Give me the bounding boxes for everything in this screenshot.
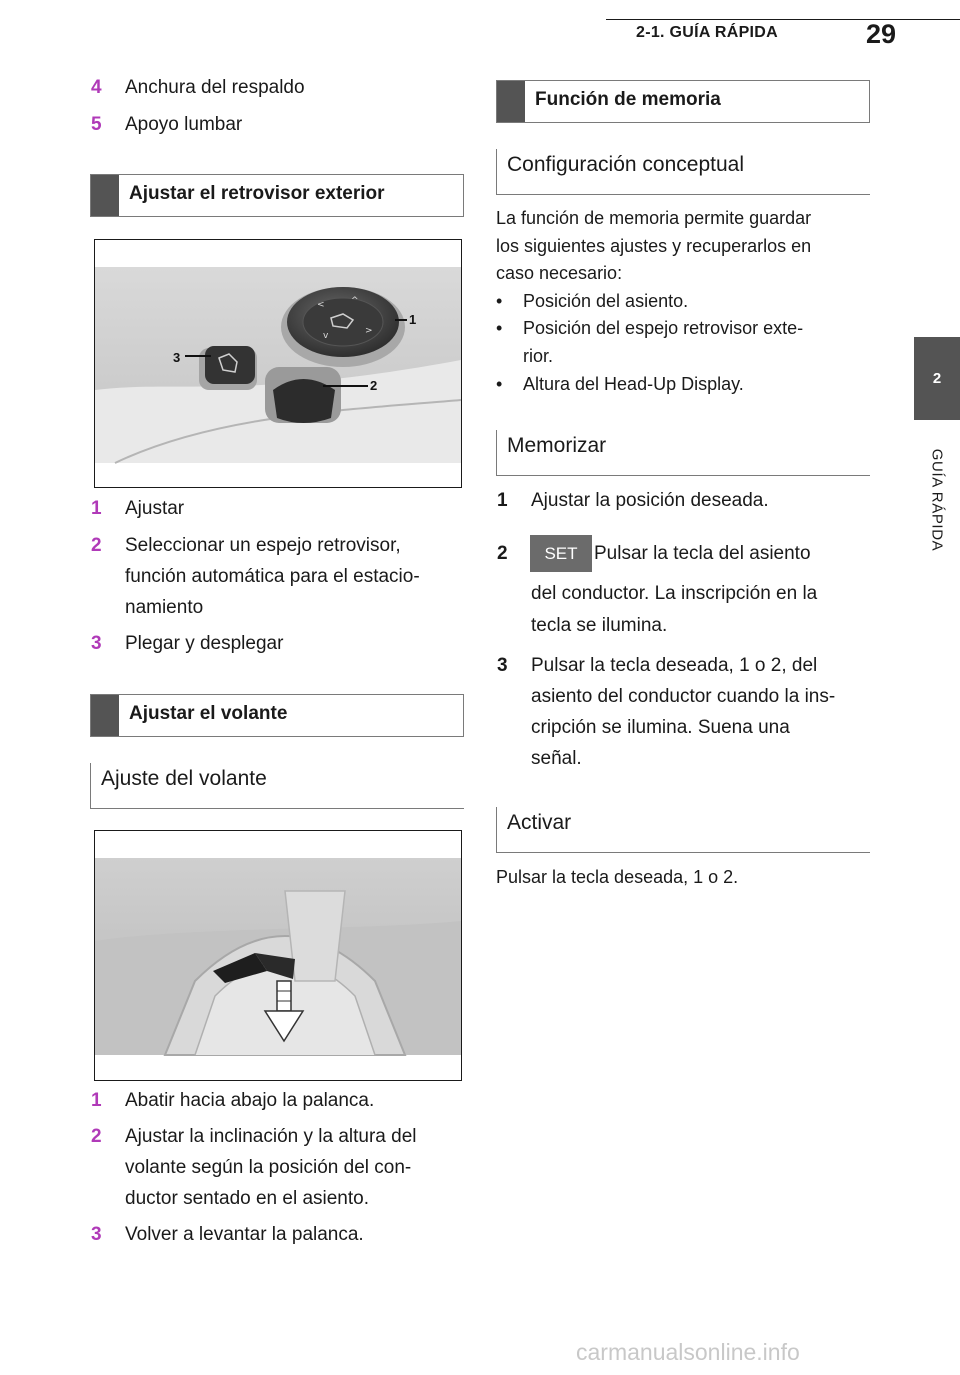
item-text: volante según la posición del con- — [125, 1157, 412, 1178]
item-text: función automática para el estacio- — [125, 566, 420, 587]
subsection-concept — [496, 149, 870, 195]
item-text: tecla se ilumina. — [531, 615, 668, 636]
item-text: señal. — [531, 748, 582, 769]
section-steering — [90, 694, 464, 737]
item-number: 4 — [91, 77, 102, 98]
item-text: Apoyo lumbar — [125, 114, 243, 135]
mirror-callout-3: 3 — [173, 350, 181, 365]
item-number: 3 — [91, 633, 102, 654]
item-text: Volver a levantar la palanca. — [125, 1224, 364, 1245]
steering-lever-figure — [94, 830, 462, 1081]
section-mirror — [90, 174, 464, 217]
item-text: Ajustar la inclinación y la altura del — [125, 1126, 417, 1147]
chapter-title: 2-1. GUÍA RÁPIDA — [636, 24, 779, 41]
subsection-steering-adjust — [90, 763, 464, 809]
item-number: 3 — [91, 1224, 102, 1245]
svg-text:>: > — [365, 326, 373, 336]
item-text: Abatir hacia abajo la palanca. — [125, 1090, 375, 1111]
section-memory — [496, 80, 870, 123]
item-number: 2 — [91, 535, 102, 556]
svg-text:<: < — [317, 300, 325, 310]
item-text: Ajustar la posición deseada. — [531, 490, 769, 511]
header-rule — [606, 19, 960, 20]
section-title: Ajustar el volante — [129, 703, 288, 724]
item-text: del conductor. La inscripción en la — [531, 583, 818, 604]
item-text: Ajustar — [125, 498, 185, 519]
bullet-mark: • — [496, 374, 503, 394]
item-text: Seleccionar un espejo retrovisor, — [125, 535, 401, 556]
item-number: 3 — [497, 655, 508, 676]
subsection-title: Memorizar — [507, 434, 607, 457]
item-number: 2 — [91, 1126, 102, 1147]
page-number: 29 — [866, 19, 897, 49]
chapter-tab-number: 2 — [932, 370, 942, 387]
item-text: Plegar y desplegar — [125, 633, 284, 654]
item-number: 1 — [91, 1090, 102, 1111]
set-key-icon: SET — [530, 535, 592, 572]
section-title: Ajustar el retrovisor exterior — [129, 183, 385, 204]
mirror-control-figure — [94, 239, 462, 488]
bullet-mark: • — [496, 291, 503, 311]
subsection-activate — [496, 807, 870, 853]
concept-paragraph — [496, 205, 811, 288]
item-text: cripción se ilumina. Suena una — [531, 717, 790, 738]
item-text: Pulsar la tecla del asiento — [594, 543, 811, 564]
bullet-text: Posición del espejo retrovisor exte- — [523, 318, 804, 338]
svg-text:v: v — [323, 331, 329, 341]
paragraph-line: La función de memoria permite guardar — [496, 208, 812, 228]
section-bar — [497, 81, 525, 122]
bullet-text: Altura del Head-Up Display. — [523, 374, 744, 394]
activate-paragraph: Pulsar la tecla deseada, 1 o 2. — [496, 867, 739, 887]
item-text: namiento — [125, 597, 204, 618]
mirror-callout-1: 1 — [409, 312, 417, 327]
section-bar — [91, 695, 119, 736]
subsection-title: Ajuste del volante — [101, 767, 267, 790]
subsection-title: Configuración conceptual — [507, 153, 744, 176]
item-text: Anchura del respaldo — [125, 77, 305, 98]
paragraph-line: los siguientes ajustes y recuperarlos en — [496, 235, 812, 256]
chapter-tab-label: GUÍA RÁPIDA — [928, 448, 946, 552]
svg-text:^: ^ — [351, 296, 359, 306]
item-number: 2 — [497, 543, 508, 564]
mirror-callout-2: 2 — [370, 378, 378, 393]
bullet-text: rior. — [523, 346, 554, 366]
item-text: Pulsar la tecla deseada, 1 o 2, del — [531, 655, 818, 676]
bullet-mark: • — [496, 318, 503, 338]
section-bar — [91, 175, 119, 216]
subsection-title: Activar — [507, 811, 572, 834]
bullet-text: Posición del asiento. — [523, 291, 689, 311]
item-text: asiento del conductor cuando la ins- — [531, 686, 836, 707]
paragraph-line: caso necesario: — [496, 263, 623, 283]
item-number: 1 — [497, 490, 508, 511]
item-text: ductor sentado en el asiento. — [125, 1188, 370, 1209]
section-title: Función de memoria — [535, 89, 721, 110]
subsection-memorize — [496, 430, 870, 476]
item-number: 5 — [91, 114, 102, 135]
item-number: 1 — [91, 498, 102, 519]
watermark: carmanualsonline.info — [576, 1339, 800, 1365]
chapter-tab — [914, 337, 960, 420]
